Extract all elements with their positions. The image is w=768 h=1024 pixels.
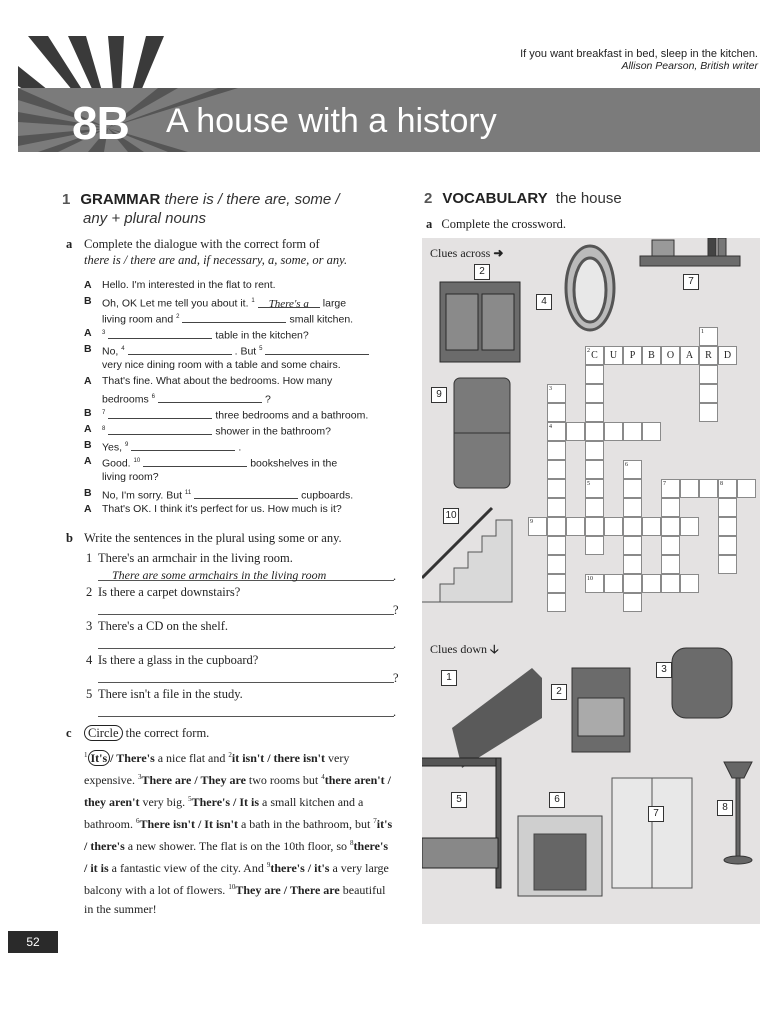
item-sentence: There isn't a file in the study. bbox=[98, 687, 243, 701]
dialogue-speaker: B bbox=[84, 487, 92, 499]
arrow-right-icon: ➜ bbox=[493, 246, 504, 260]
paragraph-text: a small kitchen and a bathroom. bbox=[84, 795, 364, 831]
dialogue-speaker: B bbox=[84, 407, 92, 419]
gap-number: 1 bbox=[251, 298, 255, 304]
circle-word: Circle bbox=[84, 725, 123, 741]
gap-number: 3 bbox=[102, 330, 106, 336]
line-text: very nice dining room with a table and some chairs. bbox=[102, 359, 341, 371]
paragraph-text: two rooms but bbox=[245, 773, 322, 787]
crossword-cell bbox=[528, 517, 547, 536]
carpet-illustration bbox=[452, 668, 542, 768]
answer-line bbox=[98, 614, 394, 615]
fireplace-illustration bbox=[518, 816, 602, 896]
cell-number: 5 bbox=[587, 481, 590, 487]
crossword-cell bbox=[661, 555, 680, 574]
line-text: That's OK. I think it's perfect for us. How much is it? bbox=[102, 503, 342, 515]
vocabulary-a-instruction bbox=[426, 216, 756, 232]
clue-box-down: 7 bbox=[648, 806, 664, 822]
crossword-cell bbox=[547, 593, 566, 612]
quote-text: If you want breakfast in bed, sleep in the kitchen. bbox=[520, 48, 758, 60]
clues-across-text: Clues across bbox=[430, 246, 491, 260]
dialogue-speaker: B bbox=[84, 295, 92, 307]
grammar-label: GRAMMAR bbox=[80, 191, 161, 208]
crossword-cell bbox=[547, 517, 566, 536]
crossword-cell bbox=[547, 479, 566, 498]
grammar-c-instruction bbox=[66, 725, 396, 741]
vocabulary-heading bbox=[424, 190, 754, 207]
item-number: 5 bbox=[86, 687, 93, 701]
line-text: That's fine. What about the bedrooms. How many bbox=[102, 375, 333, 387]
instruction-text: Write the sentences in the plural using some or any. bbox=[84, 531, 342, 545]
crossword-cell bbox=[699, 365, 718, 384]
line-text: Yes, bbox=[102, 441, 123, 454]
crossword-cell bbox=[661, 498, 680, 517]
choice-options: there aren't / they aren't bbox=[84, 773, 391, 809]
paragraph-text: a bath in the bathroom, but bbox=[237, 817, 374, 831]
paragraph-text: a nice flat and bbox=[154, 751, 229, 765]
line-text-after: cupboards. bbox=[301, 489, 354, 502]
item-sentence: Is there a carpet downstairs? bbox=[98, 585, 241, 599]
choice-options: There's / It is bbox=[191, 795, 260, 809]
item-sentence: Is there a glass in the cupboard? bbox=[98, 653, 259, 667]
sentence-end-mark: ? bbox=[393, 603, 399, 617]
answer-blank bbox=[182, 311, 286, 323]
crossword-cell bbox=[547, 422, 566, 441]
dialogue-text bbox=[102, 469, 402, 485]
cell-number: 8 bbox=[720, 481, 723, 487]
crossword-cell bbox=[642, 422, 661, 441]
crossword-cell bbox=[623, 498, 642, 517]
stairs-illustration bbox=[422, 508, 512, 602]
choice-options: There are / They are bbox=[141, 773, 246, 787]
choice-options: They are / There are bbox=[235, 883, 340, 897]
paragraph-text: a fantastic view of the city. And bbox=[108, 861, 267, 875]
clue-box-across: 4 bbox=[536, 294, 552, 310]
instruction-line2: there is / there are and, if necessary, a, some, or any. bbox=[84, 253, 348, 267]
answer-blank bbox=[265, 343, 369, 355]
crossword-cell bbox=[718, 498, 737, 517]
dialogue-text bbox=[102, 501, 402, 517]
crossword-cell bbox=[642, 574, 661, 593]
example-answer: There's a bbox=[268, 297, 309, 310]
cell-number: 1 bbox=[701, 329, 704, 335]
gap-number: 11 bbox=[184, 490, 192, 496]
gap-number: 4 bbox=[321, 773, 325, 781]
paragraph-text: a very large balcony with a lot of flowers. bbox=[84, 861, 389, 897]
crossword-cell bbox=[547, 574, 566, 593]
line-text: living room and bbox=[102, 313, 174, 326]
cell-number: 4 bbox=[549, 424, 552, 430]
item-sentence: There's a CD on the shelf. bbox=[98, 619, 228, 633]
crossword-cell bbox=[661, 346, 680, 365]
crossword-cell bbox=[623, 422, 642, 441]
cell-letter: O bbox=[666, 350, 675, 361]
paragraph-text: beautiful in the summer! bbox=[84, 883, 386, 916]
answer-blank bbox=[108, 407, 212, 419]
crossword-cell bbox=[737, 479, 756, 498]
crossword-cell bbox=[642, 346, 661, 365]
dialogue-speaker: A bbox=[84, 503, 92, 515]
crossword-cell bbox=[623, 593, 642, 612]
crossword-cell bbox=[585, 574, 604, 593]
grammar-b-instruction bbox=[66, 530, 396, 546]
crossword-cell bbox=[547, 460, 566, 479]
gap-number: 2 bbox=[228, 751, 232, 759]
crossword-cell bbox=[661, 517, 680, 536]
mirror-illustration bbox=[566, 246, 614, 330]
cell-letter: P bbox=[629, 350, 636, 361]
line-text-after: table in the kitchen? bbox=[215, 329, 309, 342]
exercise-letter-a: a bbox=[66, 237, 73, 251]
crossword-cell bbox=[699, 479, 718, 498]
gap-number: 5 bbox=[188, 795, 192, 803]
circled-answer: It's bbox=[88, 750, 111, 766]
fridge-illustration bbox=[454, 378, 510, 488]
crossword-cell bbox=[585, 498, 604, 517]
gap-number: 4 bbox=[121, 346, 125, 352]
crossword-cell bbox=[547, 441, 566, 460]
line-text: living room? bbox=[102, 471, 159, 483]
clue-box-down: 1 bbox=[441, 670, 457, 686]
answer-blank bbox=[194, 487, 298, 499]
crossword-cell bbox=[680, 574, 699, 593]
gap-number: 7 bbox=[102, 410, 106, 416]
line-text-after: small kitchen. bbox=[289, 313, 354, 326]
example-answer: There are some armchairs in the living room bbox=[112, 568, 327, 582]
answer-blank bbox=[143, 455, 247, 467]
gap-number: 9 bbox=[124, 442, 129, 448]
item-sentence: There's an armchair in the living room. bbox=[98, 551, 293, 565]
crossword-cell bbox=[661, 574, 680, 593]
paragraph-text: very expensive. bbox=[84, 751, 350, 787]
sentence-end-mark: . bbox=[393, 637, 397, 651]
cell-number: 2 bbox=[587, 348, 590, 354]
crossword-cell bbox=[623, 536, 642, 555]
line-text-after: ? bbox=[264, 393, 271, 406]
cell-number: 9 bbox=[530, 519, 533, 525]
item-number: 2 bbox=[86, 585, 93, 599]
crossword-cell bbox=[623, 517, 642, 536]
cell-letter: A bbox=[685, 350, 694, 361]
crossword-cell bbox=[585, 403, 604, 422]
paragraph-text: very big. bbox=[139, 795, 189, 809]
gap-number: 1 bbox=[84, 751, 88, 759]
cell-letter: R bbox=[705, 350, 712, 361]
answer-blank bbox=[258, 296, 320, 308]
answer-line bbox=[98, 682, 394, 683]
crossword-cell bbox=[699, 384, 718, 403]
shelf-illustration bbox=[640, 238, 740, 266]
dialogue-speaker: B bbox=[84, 343, 92, 355]
sentence-end-mark: . bbox=[393, 705, 397, 719]
cell-number: 10 bbox=[587, 576, 593, 582]
crossword-cell bbox=[604, 517, 623, 536]
answer-blank bbox=[131, 439, 235, 451]
crossword-cell bbox=[585, 479, 604, 498]
quote bbox=[520, 48, 758, 72]
answer-blank bbox=[128, 343, 232, 355]
clue-box-across: 10 bbox=[443, 508, 459, 524]
crossword-cell bbox=[718, 479, 737, 498]
gap-number: 9 bbox=[266, 861, 271, 869]
choice-options: it's / there's bbox=[84, 817, 393, 853]
unit-title: A house with a history bbox=[166, 102, 497, 140]
sentence-end-mark: . bbox=[393, 569, 397, 583]
clue-box-down: 3 bbox=[656, 662, 672, 678]
line-text-after: bookshelves in the bbox=[250, 457, 338, 470]
arrow-down-icon: 🡣 bbox=[490, 642, 499, 656]
line-text: Hello. I'm interested in the flat to rent. bbox=[102, 279, 276, 291]
gap-number: 10 bbox=[228, 883, 236, 891]
answer-line bbox=[98, 716, 394, 717]
grammar-topic-line2: any + plural nouns bbox=[83, 210, 207, 227]
choice-options: it isn't / there isn't bbox=[231, 751, 325, 765]
crossword-cell bbox=[623, 346, 642, 365]
crossword-cell bbox=[680, 517, 699, 536]
dialogue-speaker: A bbox=[84, 375, 92, 387]
crossword-cell bbox=[585, 422, 604, 441]
exercise-letter-c: c bbox=[66, 726, 72, 740]
crossword-cell bbox=[623, 479, 642, 498]
crossword-cell bbox=[604, 574, 623, 593]
crossword-cell bbox=[680, 346, 699, 365]
clue-box-across: 7 bbox=[683, 274, 699, 290]
line-text-after: . bbox=[238, 441, 242, 454]
clue-box-across: 2 bbox=[474, 264, 490, 280]
crossword-cell bbox=[718, 555, 737, 574]
cell-number: 7 bbox=[663, 481, 666, 487]
answer-line bbox=[98, 648, 394, 649]
paragraph-text: a new shower. The flat is on the 10th floor, so bbox=[124, 839, 351, 853]
choice-options: / There's bbox=[110, 751, 155, 765]
answer-blank bbox=[108, 327, 212, 339]
shower-illustration bbox=[612, 778, 692, 888]
dialogue-speaker: A bbox=[84, 455, 92, 467]
line-text-after: large bbox=[322, 297, 347, 310]
unit-number: 8B bbox=[72, 97, 129, 149]
crossword-cell bbox=[699, 403, 718, 422]
choice-options: there's / it is bbox=[84, 839, 388, 875]
crossword-cell bbox=[623, 555, 642, 574]
item-number: 4 bbox=[86, 653, 93, 667]
bed-illustration bbox=[422, 758, 501, 888]
line-text-after: . But bbox=[234, 345, 257, 358]
dialogue-speaker: A bbox=[84, 423, 92, 435]
crossword-cell bbox=[604, 422, 623, 441]
crossword-cell bbox=[718, 517, 737, 536]
grammar-topic-line1: there is / there are, some / bbox=[164, 191, 340, 208]
clue-box-across: 9 bbox=[431, 387, 447, 403]
choice-options: There isn't / It isn't bbox=[139, 817, 238, 831]
crossword-cell bbox=[585, 384, 604, 403]
line-text: No, I'm sorry. But bbox=[102, 489, 182, 502]
exercise-letter-a-vocab: a bbox=[426, 217, 433, 231]
choice-options: there's / it's bbox=[270, 861, 330, 875]
clue-box-down: 6 bbox=[549, 792, 565, 808]
gap-number: 6 bbox=[151, 394, 155, 400]
crossword-cell bbox=[566, 517, 585, 536]
dialogue-speaker: A bbox=[84, 279, 92, 291]
clue-box-down: 8 bbox=[717, 800, 733, 816]
clues-down-text: Clues down bbox=[430, 642, 487, 656]
quote-author: Allison Pearson, British writer bbox=[621, 60, 758, 72]
gap-number: 8 bbox=[350, 839, 354, 847]
crossword-cell bbox=[680, 479, 699, 498]
answer-blank bbox=[108, 423, 212, 435]
vocabulary-section-number: 2 bbox=[424, 190, 433, 207]
crossword-cell bbox=[585, 536, 604, 555]
vocabulary-label: VOCABULARY bbox=[442, 190, 548, 207]
gap-number: 7 bbox=[373, 817, 377, 825]
answer-blank bbox=[158, 391, 262, 403]
gap-number: 6 bbox=[136, 817, 140, 825]
armchair-illustration bbox=[672, 648, 732, 718]
gap-number: 3 bbox=[137, 773, 142, 781]
cupboard-illustration bbox=[440, 282, 520, 362]
dialogue-text bbox=[102, 357, 402, 373]
clue-box-down: 2 bbox=[551, 684, 567, 700]
vocabulary-topic: the house bbox=[555, 190, 622, 207]
crossword-cell bbox=[623, 574, 642, 593]
crossword-cell bbox=[585, 365, 604, 384]
clue-box-down: 5 bbox=[451, 792, 467, 808]
sentence-end-mark: ? bbox=[393, 671, 399, 685]
line-text: Oh, OK Let me tell you about it. bbox=[102, 297, 249, 310]
crossword-cell bbox=[585, 441, 604, 460]
circle-paragraph bbox=[84, 746, 394, 919]
grammar-section-number: 1 bbox=[62, 191, 71, 208]
gap-number: 2 bbox=[176, 314, 180, 320]
line-text-after: three bedrooms and a bathroom. bbox=[215, 409, 369, 422]
crossword-cell bbox=[566, 422, 585, 441]
item-number: 3 bbox=[86, 619, 93, 633]
gap-number: 5 bbox=[259, 346, 263, 352]
line-text: Good. bbox=[102, 457, 131, 470]
grammar-heading bbox=[62, 190, 392, 228]
cooker-illustration bbox=[572, 668, 630, 752]
cell-letter: U bbox=[609, 350, 618, 361]
crossword-cell bbox=[699, 346, 718, 365]
gap-number: 8 bbox=[102, 426, 106, 432]
crossword-cell bbox=[547, 384, 566, 403]
line-text-after: shower in the bathroom? bbox=[215, 425, 331, 438]
grammar-a-instruction bbox=[66, 236, 396, 268]
dialogue-text bbox=[102, 373, 402, 389]
line-text: bedrooms bbox=[102, 393, 149, 406]
crossword-cell bbox=[699, 327, 718, 346]
crossword-cell bbox=[642, 517, 661, 536]
crossword-cell bbox=[604, 346, 623, 365]
item-number: 1 bbox=[86, 551, 93, 565]
instruction-text: Complete the crossword. bbox=[441, 217, 567, 231]
crossword-cell bbox=[547, 536, 566, 555]
exercise-letter-b: b bbox=[66, 531, 73, 545]
cell-number: 3 bbox=[549, 386, 552, 392]
page-number: 52 bbox=[8, 931, 58, 953]
instruction-line1: Complete the dialogue with the correct form of bbox=[84, 237, 320, 251]
cell-letter: D bbox=[723, 350, 732, 361]
crossword-cell bbox=[661, 536, 680, 555]
crossword-cell bbox=[661, 479, 680, 498]
instruction-rest: the correct form. bbox=[125, 726, 210, 740]
crossword-cell bbox=[718, 536, 737, 555]
crossword-cell bbox=[585, 346, 604, 365]
cell-number: 6 bbox=[625, 462, 628, 468]
cell-letter: C bbox=[591, 350, 598, 361]
dialogue-text bbox=[102, 277, 402, 293]
line-text: No, bbox=[102, 345, 119, 358]
crossword-cell bbox=[718, 346, 737, 365]
crossword-cell bbox=[547, 555, 566, 574]
crossword-cell bbox=[585, 517, 604, 536]
cell-letter: B bbox=[648, 350, 655, 361]
dialogue-speaker: A bbox=[84, 327, 92, 339]
crossword-cell bbox=[623, 460, 642, 479]
dialogue-speaker: B bbox=[84, 439, 92, 451]
gap-number: 10 bbox=[133, 458, 141, 464]
crossword-cell bbox=[547, 498, 566, 517]
